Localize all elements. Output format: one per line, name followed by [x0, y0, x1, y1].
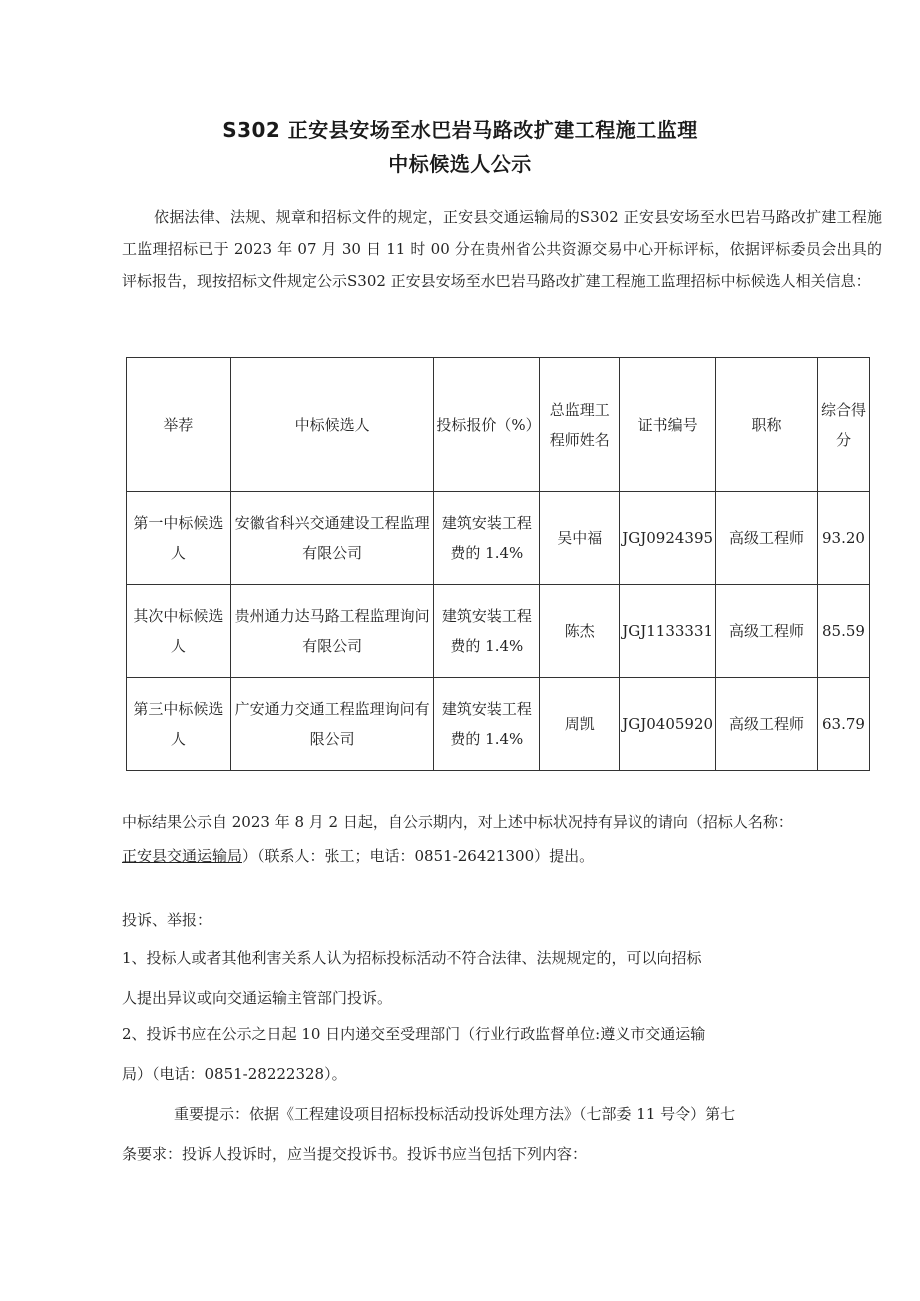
header-rank: 举荐	[127, 358, 231, 492]
header-score: 综合得分	[817, 358, 869, 492]
complaint-item-1a: 1、投标人或者其他利害关系人认为招标投标活动不符合法律、法规规定的，可以向招标	[122, 949, 702, 967]
table-row	[127, 678, 870, 771]
cell-price: 建筑安装工程费的 1.4%	[434, 585, 540, 678]
cell-cert: JGJ1133331	[620, 585, 716, 678]
page-subtitle: 中标候选人公示	[388, 152, 532, 176]
cell-rank: 其次中标候选人	[127, 585, 231, 678]
important-note-a: 重要提示：依据《工程建设项目招标投标活动投诉处理方法》（七部委 11 号令）第七	[174, 1105, 736, 1123]
cell-rank: 第三中标候选人	[127, 678, 231, 771]
cell-title: 高级工程师	[716, 492, 818, 585]
cell-engineer: 周凯	[540, 678, 620, 771]
tenderer-name: 正安县交通运输局	[122, 847, 243, 865]
cell-cert: JGJ0924395	[620, 492, 716, 585]
header-title: 职称	[716, 358, 818, 492]
result-contact: ）（联系人：张工；电话：0851-26421300）提出。	[242, 847, 595, 865]
table-header-row	[127, 358, 870, 492]
important-note-b: 条要求：投诉人投诉时，应当提交投诉书。投诉书应当包括下列内容：	[122, 1145, 588, 1163]
cell-cert: JGJ0405920	[620, 678, 716, 771]
cell-candidate: 贵州通力达马路工程监理询问有限公司	[230, 585, 434, 678]
cell-engineer: 陈杰	[540, 585, 620, 678]
page-title: S302 正安县安场至水巴岩马路改扩建工程施工监理	[222, 118, 698, 142]
cell-title: 高级工程师	[716, 678, 818, 771]
intro-paragraph: 依据法律、法规、规章和招标文件的规定，正安县交通运输局的S302 正安县安场至水巴岩马路改扩建工程施工监理招标已于 2023 年 07 月 30 日 11 时 00 分在贵州省公共资源交易中心开标评标，依据评标委员会出具的评标报告，现按招标文件规定公示S302 正安县安场至水巴岩马路改扩建工程施工监理招标中标候选人相关信息：	[122, 208, 882, 290]
header-candidate: 中标候选人	[230, 358, 434, 492]
complaint-item-2a: 2、投诉书应在公示之日起 10 日内递交至受理部门（行业行政监督单位:遵义市交通运输	[122, 1025, 706, 1043]
cell-score: 93.20	[817, 492, 869, 585]
result-line-1: 中标结果公示自 2023 年 8 月 2 日起，自公示期内，对上述中标状况持有异议的请向（招标人名称：	[122, 813, 793, 831]
result-line-2	[122, 838, 594, 874]
header-cert: 证书编号	[620, 358, 716, 492]
cell-title: 高级工程师	[716, 585, 818, 678]
cell-price: 建筑安装工程费的 1.4%	[434, 492, 540, 585]
header-engineer: 总监理工程师姓名	[540, 358, 620, 492]
complaint-item-2b: 局）（电话：0851-28222328）。	[122, 1065, 347, 1083]
cell-rank: 第一中标候选人	[127, 492, 231, 585]
cell-engineer: 吴中福	[540, 492, 620, 585]
cell-score: 85.59	[817, 585, 869, 678]
cell-candidate: 广安通力交通工程监理询问有限公司	[230, 678, 434, 771]
table-row	[127, 585, 870, 678]
cell-candidate: 安徽省科兴交通建设工程监理有限公司	[230, 492, 434, 585]
candidate-table	[126, 357, 870, 771]
complaint-item-1b: 人提出异议或向交通运输主管部门投诉。	[122, 989, 393, 1007]
cell-price: 建筑安装工程费的 1.4%	[434, 678, 540, 771]
complaint-heading: 投诉、举报：	[122, 911, 213, 929]
cell-score: 63.79	[817, 678, 869, 771]
header-price: 投标报价（%）	[434, 358, 540, 492]
table-row	[127, 492, 870, 585]
